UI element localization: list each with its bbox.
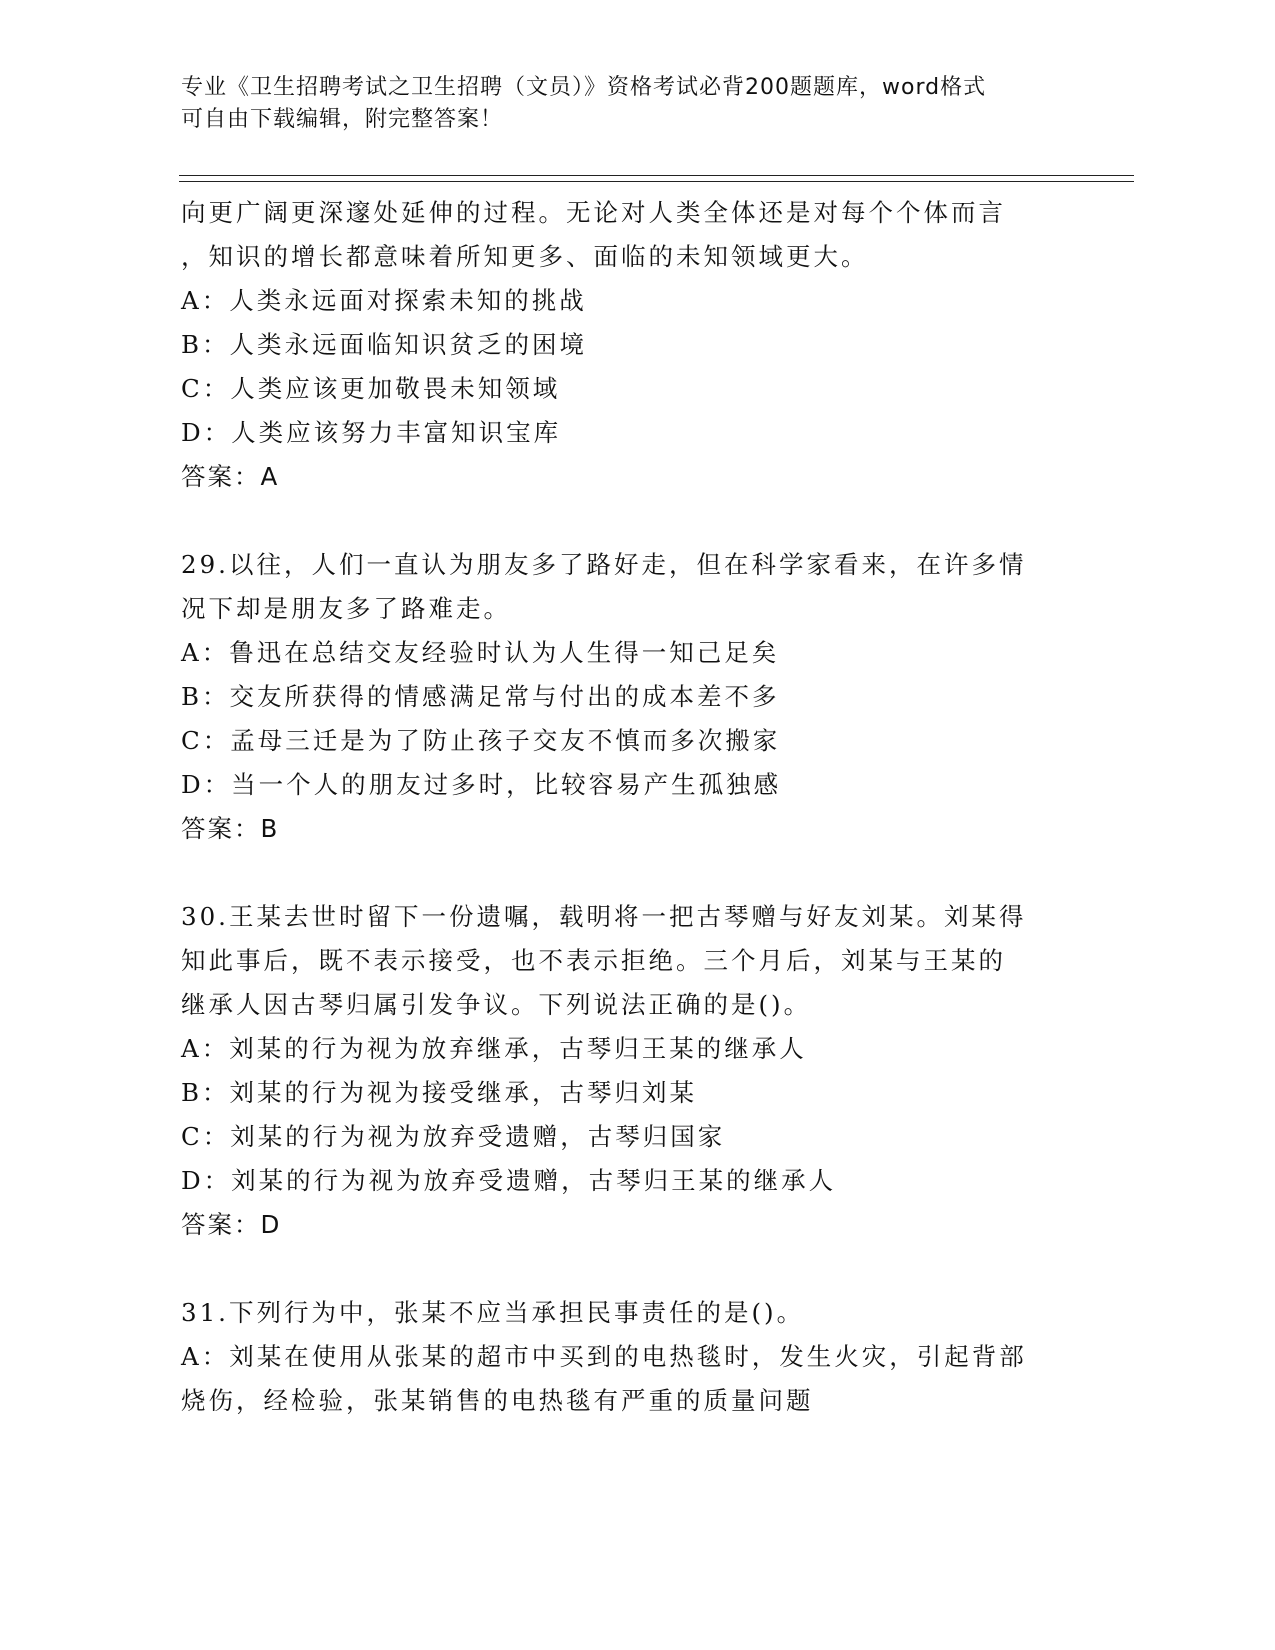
option-b: B：交友所获得的情感满足常与付出的成本差不多 [181, 682, 780, 711]
question-stem-line: 30.王某去世时留下一份遗嘱，载明将一把古琴赠与好友刘某。刘某得 [181, 902, 1027, 931]
document-header [181, 72, 1041, 136]
option-a: A：鲁迅在总结交友经验时认为人生得一知己足矣 [181, 638, 780, 667]
header-title-line-2: 可自由下载编辑，附完整答案！ [181, 107, 504, 132]
spacer [181, 851, 1061, 895]
header-divider-bottom [179, 181, 1134, 182]
answer: 答案：D [181, 1210, 282, 1239]
question-stem-line: 29.以往，人们一直认为朋友多了路好走，但在科学家看来，在许多情 [181, 550, 1027, 579]
answer: 答案：A [181, 462, 280, 491]
question-stem-line: 况下却是朋友多了路难走。 [181, 594, 511, 623]
question-30 [181, 895, 1061, 1247]
spacer [181, 499, 1061, 543]
question-29 [181, 543, 1061, 851]
question-28-continuation [181, 191, 1061, 499]
question-content [181, 191, 1061, 1423]
option-b: B：人类永远面临知识贫乏的困境 [181, 330, 588, 359]
header-title-line-1: 专业《卫生招聘考试之卫生招聘（文员）》资格考试必背200题题库，word格式 [181, 75, 987, 100]
header-divider-top [179, 175, 1134, 176]
option-d: D：当一个人的朋友过多时，比较容易产生孤独感 [181, 770, 782, 799]
question-stem-line: 31.下列行为中，张某不应当承担民事责任的是()。 [181, 1298, 805, 1327]
option-a: A：人类永远面对探索未知的挑战 [181, 286, 587, 315]
option-d: D：人类应该努力丰富知识宝库 [181, 418, 562, 447]
question-31 [181, 1291, 1061, 1423]
option-d: D：刘某的行为视为放弃受遗赠，古琴归王某的继承人 [181, 1166, 837, 1195]
option-a-continued: 烧伤，经检验，张某销售的电热毯有严重的质量问题 [181, 1386, 814, 1415]
option-c: C：孟母三迁是为了防止孩子交友不慎而多次搬家 [181, 726, 781, 755]
option-a: A：刘某的行为视为放弃继承，古琴归王某的继承人 [181, 1034, 807, 1063]
option-a: A：刘某在使用从张某的超市中买到的电热毯时，发生火灾，引起背部 [181, 1342, 1027, 1371]
option-c: C：人类应该更加敬畏未知领域 [181, 374, 561, 403]
answer: 答案：B [181, 814, 280, 843]
spacer [181, 1247, 1061, 1291]
question-stem-line: ，知识的增长都意味着所知更多、面临的未知领域更大。 [181, 242, 869, 271]
question-stem-line: 向更广阔更深邃处延伸的过程。无论对人类全体还是对每个个体而言 [181, 198, 1006, 227]
question-stem-line: 继承人因古琴归属引发争议。下列说法正确的是()。 [181, 990, 812, 1019]
option-b: B：刘某的行为视为接受继承，古琴归刘某 [181, 1078, 698, 1107]
question-stem-line: 知此事后，既不表示接受，也不表示拒绝。三个月后，刘某与王某的 [181, 946, 1006, 975]
option-c: C：刘某的行为视为放弃受遗赠，古琴归国家 [181, 1122, 726, 1151]
